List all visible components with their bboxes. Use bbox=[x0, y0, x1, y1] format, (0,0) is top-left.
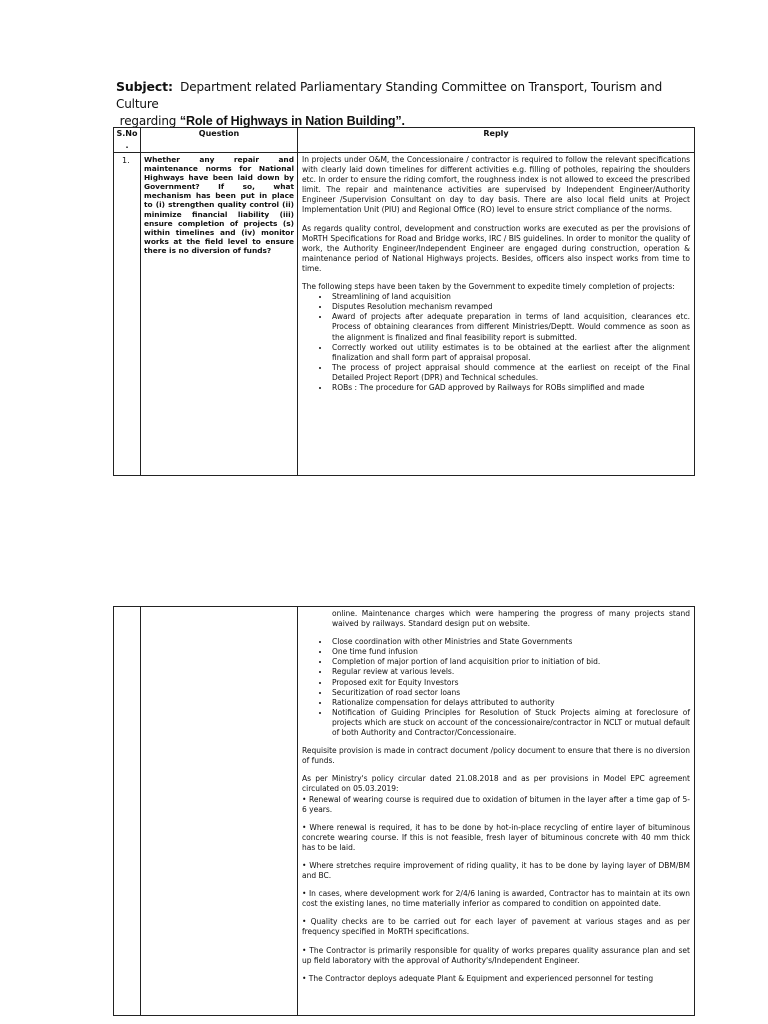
list-item: • Rationalize compensation for delays attributed to authority bbox=[330, 698, 690, 708]
subject-topic: “Role of Highways in Nation Building”. bbox=[179, 114, 405, 128]
guideline-item: • The Contractor is primarily responsible for quality of works prepares quality assurance plan and set up field laboratory with the approval of Authority's/Independent Engineer. bbox=[302, 945, 690, 965]
reply-paragraph: The following steps have been taken by the Government to expedite timely completion of projects: bbox=[302, 282, 675, 292]
list-item: • Regular review at various levels. bbox=[330, 667, 690, 677]
list-item: • ROBs : The procedure for GAD approved by Railways for ROBs simplified and made bbox=[330, 383, 690, 393]
guideline-item: • Renewal of wearing course is required due to oxidation of bitumen in the layer after a time gap of 5-6 years. bbox=[302, 794, 690, 814]
header-reply: Reply bbox=[298, 128, 695, 153]
steps-list bbox=[302, 292, 690, 393]
list-item: • Streamlining of land acquisition bbox=[330, 292, 690, 302]
row-reply bbox=[298, 153, 695, 476]
table-header-row bbox=[114, 128, 695, 153]
list-item: • Disputes Resolution mechanism revamped bbox=[330, 302, 690, 312]
reply-continuation: online. Maintenance charges which were hampering the progress of many projects stand waived by railways. Standard design put on website. bbox=[332, 609, 690, 629]
list-item: • Completion of major portion of land acquisition prior to initiation of bid. bbox=[330, 657, 690, 667]
list-item: • One time fund infusion bbox=[330, 647, 690, 657]
guideline-item: • In cases, where development work for 2/4/6 laning is awarded, Contractor has to maintain at its own cost the existing lanes, no time materially inferior as compared to condition on appointed date. bbox=[302, 889, 690, 909]
list-item: • Notification of Guiding Principles for Resolution of Stuck Projects aiming at foreclosure of projects which are stuck on account of the concessionaire/contractor in NCLT or mutual default of both Authority and Contractor/Concessionaire. bbox=[330, 708, 690, 738]
guideline-item: • Where stretches require improvement of riding quality, it has to be done by laying layer of DBM/BM and BC. bbox=[302, 860, 690, 881]
row-question-empty bbox=[141, 607, 298, 1016]
reply-paragraph: As per Ministry's policy circular dated 21.08.2018 and as per provisions in Model EPC agreement circulated on 05.03.2019: bbox=[302, 774, 690, 794]
reply-table-page-1 bbox=[113, 127, 695, 476]
list-item: • Award of projects after adequate preparation in terms of land acquisition, clearances etc. Process of obtaining clearances from different Ministries/Deptt. Would commence as soon as the alignment is finalized and final feasibility report is submitted. bbox=[330, 312, 690, 342]
table-row bbox=[114, 153, 695, 476]
table-row bbox=[114, 607, 695, 1016]
subject-block bbox=[116, 78, 706, 130]
subject-line: Department related Parliamentary Standing Committee on Transport, Tourism and Culture bbox=[116, 80, 663, 111]
list-item: • Securitization of road sector loans bbox=[330, 688, 690, 698]
guideline-item: • Where renewal is required, it has to be done by hot-in-place recycling of entire layer of bituminous concrete wearing course. If this is not feasible, fresh layer of bituminous concrete with 40 mm thick has to be laid. bbox=[302, 822, 690, 852]
row-question: Whether any repair and maintenance norms for National Highways have been laid down by Government? If so, what mechanism has been put in place to (i) strengthen quality control (ii) minimize financial liability (iii) ensure completion of projects (s) within timelines and (iv) monitor works at the field level to ensure there is no diversion of funds? bbox=[141, 153, 298, 476]
reply-table-page-2 bbox=[113, 606, 695, 1016]
subject-label: Subject: bbox=[116, 79, 173, 94]
list-item: • Correctly worked out utility estimates is to be obtained at the earliest after the alignment finalization and shall form part of appraisal proposal. bbox=[330, 343, 690, 363]
reply-paragraph: Requisite provision is made in contract document /policy document to ensure that there is no diversion of funds. bbox=[302, 746, 690, 766]
row-sno: 1. bbox=[114, 153, 141, 476]
reply-paragraph: In projects under O&M, the Concessionaire / contractor is required to follow the relevant specifications with clearly laid down timelines for different activities e.g. filling of potholes, repairing the shoulders etc. In order to ensure the riding comfort, the roughness index is not allowed to exceed the prescribed limit. The repair and maintenance activities are supervised by Independent Engineer/Authority Engineer /Supervision Consultant on day to day basis. There are also local field units at Project Implementation Unit (PIU) and Regional Office (RO) level to ensure strict compliance of the norms. bbox=[302, 155, 690, 215]
steps-list-continued bbox=[302, 637, 690, 738]
row-sno-empty bbox=[114, 607, 141, 1016]
header-question: Question bbox=[141, 128, 298, 153]
guideline-item: • Quality checks are to be carried out for each layer of pavement at various stages and as per frequency specified in MoRTH specifications. bbox=[302, 917, 690, 937]
guideline-item: • The Contractor deploys adequate Plant & Equipment and experienced personnel for testing bbox=[302, 973, 654, 983]
list-item: • The process of project appraisal should commence at the earliest on receipt of the Final Detailed Project Report (DPR) and Technical schedules. bbox=[330, 363, 690, 383]
reply-paragraph: As regards quality control, development and construction works are executed as per the provisions of MoRTH Specifications for Road and Bridge works, IRC / BIS guidelines. In order to monitor the quality of work, the Authority Engineer/Independent Engineer are engaged during construction, operation & maintenance period of National Highways projects. Besides, officers also inspect works from time to time. bbox=[302, 223, 690, 273]
list-item: • Close coordination with other Ministries and State Governments bbox=[330, 637, 690, 647]
list-item: • Proposed exit for Equity Investors bbox=[330, 678, 690, 688]
row-reply-continued bbox=[298, 607, 695, 1016]
subject-regarding: regarding bbox=[119, 114, 177, 128]
header-sno: S.No . bbox=[114, 128, 141, 153]
